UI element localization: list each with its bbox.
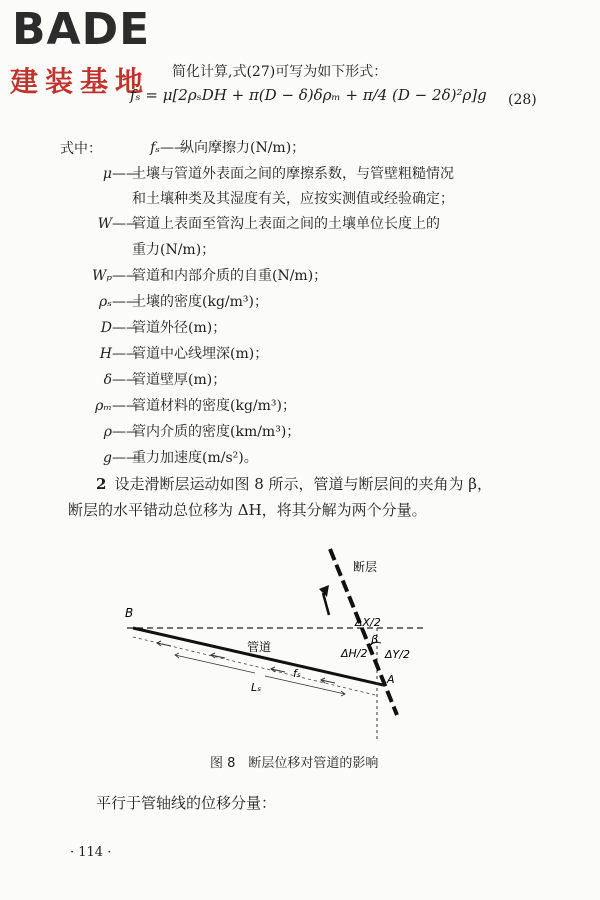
definition-desc: 管内介质的密度(km/m³)；: [132, 424, 301, 440]
logo-wordmark: BADE: [12, 4, 151, 55]
paragraph-item-2: [96, 473, 492, 494]
definition-desc: 土壤的密度(kg/m³)；: [132, 294, 268, 310]
definition-dash: ——: [112, 450, 140, 466]
definition-desc: 重力加速度(m/s²)。: [132, 450, 258, 466]
formula-text: fₛ = μ[2ρₛDH + π(D − δ)δρₘ + π/4 (D − 2δ)²ρ]g: [130, 86, 487, 104]
definition-desc: 和土壤种类及其湿度有关，应按实测值或经验确定；: [132, 191, 454, 207]
final-line: 平行于管轴线的位移分量：: [96, 794, 277, 812]
definition-row: [60, 164, 454, 184]
definition-symbol: ρ: [103, 424, 112, 440]
label-delta-x: ΔX/2: [355, 616, 381, 629]
label-delta-h: ΔH/2: [341, 647, 368, 660]
paragraph-line-1: 设走滑断层运动如图 8 所示，管道与断层间的夹角为 β，: [114, 475, 492, 493]
page-number: · 114 ·: [70, 845, 112, 860]
definition-symbol: D: [100, 320, 112, 336]
wheres-label: 式中：: [60, 141, 102, 157]
definition-dash: ——: [112, 372, 140, 388]
paragraph-line-2: 断层的水平错动总位移为 ΔH，将其分解为两个分量。: [68, 501, 427, 519]
definition-symbol: δ: [103, 372, 112, 388]
figure-caption: 图 8 断层位移对管道的影响: [210, 756, 379, 771]
label-a: A: [387, 673, 395, 686]
definition-row: [108, 138, 305, 158]
figure-8-diagram: [115, 545, 425, 745]
paragraph-number: 2: [96, 475, 107, 493]
definition-desc: 管道中心线埋深(m)；: [132, 346, 269, 362]
definition-row: [60, 266, 327, 286]
definition-symbol: Wₚ: [92, 268, 112, 284]
fault-movement-arrow: [323, 593, 329, 615]
label-ls: Lₛ: [251, 681, 262, 694]
label-fs: fₛ: [293, 667, 301, 680]
label-delta-y: ΔY/2: [385, 648, 410, 661]
definition-row: [60, 344, 268, 364]
definition-dash: ——: [112, 320, 140, 336]
definition-row: [60, 214, 440, 234]
definition-dash: ——: [112, 398, 140, 414]
definition-desc: 管道外径(m)；: [132, 320, 227, 336]
equation-number: (28): [508, 92, 537, 108]
definition-desc: 纵向摩擦力(N/m)；: [180, 140, 306, 156]
definition-desc: 管道材料的密度(kg/m³)；: [132, 398, 296, 414]
definition-row: [60, 292, 268, 312]
definition-symbol: fₛ: [150, 140, 160, 156]
definition-symbol: H: [99, 346, 112, 362]
definition-row: [60, 396, 296, 416]
definition-row: [60, 370, 226, 390]
definition-desc: 管道和内部介质的自重(N/m)；: [132, 268, 328, 284]
label-pipe: 管道: [247, 640, 272, 654]
formula-28: [130, 86, 487, 104]
logo-chinese: 建装基地: [10, 65, 151, 98]
label-beta: β: [371, 633, 379, 646]
intro-line: 简化计算,式(27)可写为如下形式：: [172, 64, 388, 80]
label-fault: 断层: [353, 560, 378, 574]
definition-dash: ——: [112, 424, 140, 440]
definition-symbol: ρₛ: [99, 294, 112, 310]
definition-symbol: g: [103, 450, 112, 466]
definition-dash: ——: [112, 216, 140, 232]
watermark-logo: [8, 4, 183, 98]
definition-row: [132, 189, 454, 209]
friction-arrows: [157, 641, 335, 683]
definition-dash: ——: [112, 268, 140, 284]
definition-row: [60, 422, 300, 442]
label-b: B: [125, 606, 134, 620]
definition-dash: ——: [112, 294, 140, 310]
definition-desc: 管道上表面至管沟上表面之间的土壤单位长度上的: [132, 216, 440, 232]
definition-dash: ——: [160, 140, 188, 156]
definition-dash: ——: [112, 346, 140, 362]
definition-symbol: μ: [102, 166, 112, 182]
definition-symbol: W: [97, 216, 112, 232]
definition-row: [132, 240, 215, 260]
definition-dash: ——: [112, 166, 140, 182]
definition-desc: 重力(N/m)；: [132, 242, 216, 258]
definition-row: [60, 318, 226, 338]
definition-desc: 土壤与管道外表面之间的摩擦系数，与管壁粗糙情况: [132, 166, 454, 182]
definition-row: [60, 448, 258, 468]
definition-symbol: ρₘ: [95, 398, 112, 414]
definition-desc: 管道壁厚(m)；: [132, 372, 227, 388]
